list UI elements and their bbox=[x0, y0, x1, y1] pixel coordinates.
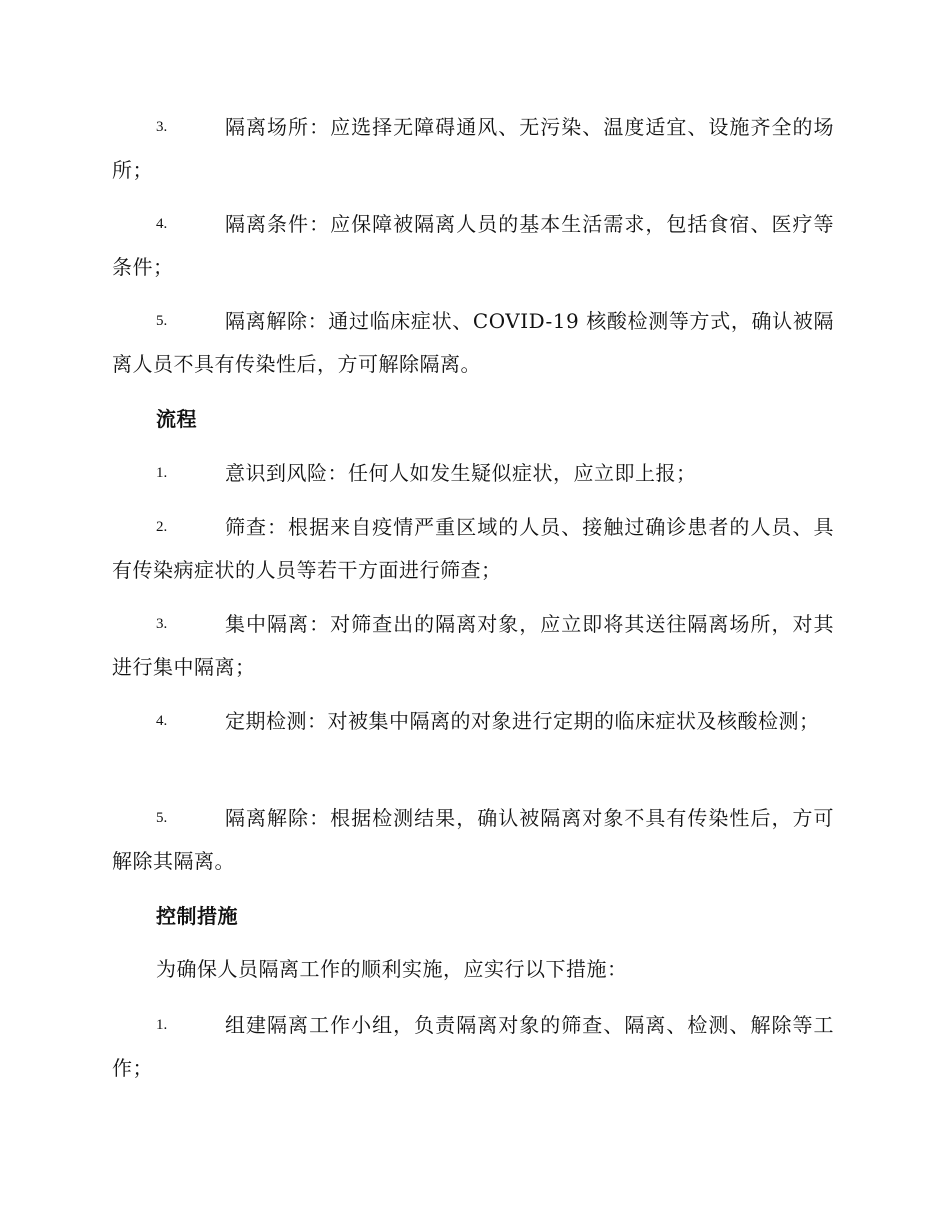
list-text: 隔离场所：应选择无障碍通风、无污染、温度适宜、设施齐全的场所； bbox=[112, 115, 834, 182]
process-step-item bbox=[112, 603, 834, 689]
list-number: 3. bbox=[156, 119, 168, 135]
list-number: 1. bbox=[156, 465, 168, 481]
list-text: 定期检测：对被集中隔离的对象进行定期的临床症状及核酸检测； bbox=[225, 709, 820, 733]
isolation-rule-item bbox=[112, 300, 834, 386]
list-number: 2. bbox=[156, 519, 168, 535]
list-number: 4. bbox=[156, 216, 168, 232]
section-heading-control: 控制措施 bbox=[156, 904, 238, 928]
section-heading-process: 流程 bbox=[156, 407, 197, 431]
isolation-rule-item bbox=[112, 106, 834, 192]
list-text: 隔离条件：应保障被隔离人员的基本生活需求，包括食宿、医疗等条件； bbox=[112, 212, 834, 279]
control-intro-paragraph: 为确保人员隔离工作的顺利实施，应实行以下措施： bbox=[156, 957, 628, 981]
list-text: 集中隔离：对筛查出的隔离对象，应立即将其送往隔离场所，对其进行集中隔离； bbox=[112, 612, 834, 679]
list-text: 隔离解除：通过临床症状、COVID-19 核酸检测等方式，确认被隔离人员不具有传染性后，方可解除隔离。 bbox=[112, 309, 834, 376]
list-text: 筛查：根据来自疫情严重区域的人员、接触过确诊患者的人员、具有传染病症状的人员等若干方面进行筛查； bbox=[112, 515, 834, 582]
process-step-item bbox=[112, 797, 834, 883]
control-measure-item bbox=[112, 1004, 834, 1090]
list-text: 组建隔离工作小组，负责隔离对象的筛查、隔离、检测、解除等工作； bbox=[112, 1013, 834, 1080]
process-step-item bbox=[112, 700, 834, 743]
list-text: 意识到风险：任何人如发生疑似症状，应立即上报； bbox=[225, 461, 697, 485]
list-number: 5. bbox=[156, 313, 168, 329]
process-step-item bbox=[112, 452, 834, 495]
process-step-item bbox=[112, 506, 834, 592]
list-text: 隔离解除：根据检测结果，确认被隔离对象不具有传染性后，方可解除其隔离。 bbox=[112, 806, 834, 873]
list-number: 1. bbox=[156, 1017, 168, 1033]
list-number: 3. bbox=[156, 616, 168, 632]
list-number: 4. bbox=[156, 713, 168, 729]
isolation-rule-item bbox=[112, 203, 834, 289]
list-number: 5. bbox=[156, 810, 168, 826]
